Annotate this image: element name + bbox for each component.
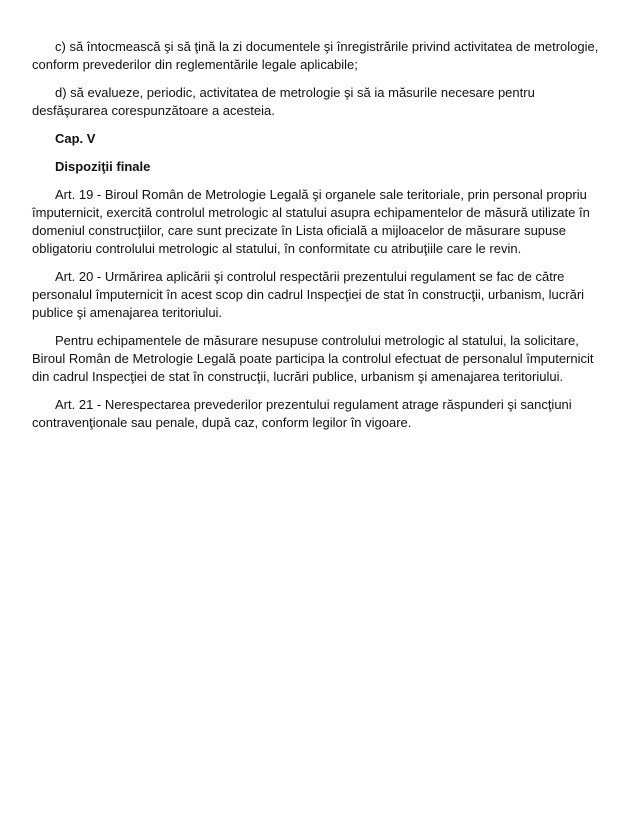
article-20-continuation: Pentru echipamentele de măsurare nesupuse controlului metrologic al statului, la solicitare, Biroul Român de Metrologie Legală poate participa la controlul efectuat de personalul împuternicit din cadrul Inspecţiei de stat în construcţii, lucrări publice, urbanism şi amenajarea teritoriului. xyxy=(32,333,594,384)
paragraph-item-c: c) să întocmească şi să ţină la zi documentele şi înregistrările privind activitatea de metrologie, conform prevederilor din reglementările legale aplicabile; xyxy=(32,39,599,72)
article-21: Art. 21 - Nerespectarea prevederilor prezentului regulament atrage răspunderi şi sancţiuni contravenţionale sau penale, după caz, conform legilor în vigoare. xyxy=(32,397,572,430)
chapter-heading: Cap. V xyxy=(55,131,96,146)
paragraph-item-d: d) să evalueze, periodic, activitatea de metrologie şi să ia măsurile necesare pentru desfăşurarea corespunzătoare a acesteia. xyxy=(32,85,535,118)
document-page xyxy=(32,38,608,442)
article-19: Art. 19 - Biroul Român de Metrologie Legală şi organele sale teritoriale, prin personal propriu împuternicit, exercită controlul metrologic al statului asupra echipamentelor de măsură utilizate în domeniul construcţiilor, care sunt precizate în Lista oficială a mijloacelor de măsurare supuse obligatoriu controlului metrologic al statului, în conformitate cu atribuţiile care le revin. xyxy=(32,187,590,256)
article-20: Art. 20 - Urmărirea aplicării şi controlul respectării prezentului regulament se fac de către personalul împuternicit în acest scop din cadrul Inspecţiei de stat în construcţii, urbanism, lucrări publice şi amenajarea teritoriului. xyxy=(32,269,585,320)
section-title: Dispoziţii finale xyxy=(55,159,151,174)
